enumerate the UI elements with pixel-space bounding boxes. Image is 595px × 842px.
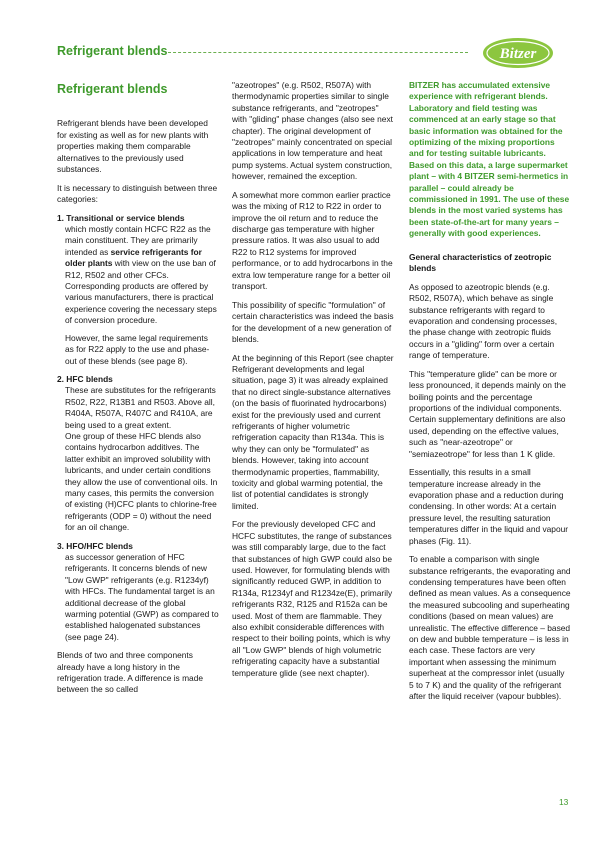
- paragraph: It is necessary to distinguish between three categories:: [57, 182, 218, 205]
- paragraph: To enable a comparison with single substance refrigerants, the evaporating and condensing temperatures have been often defined as mean values. As a consequence the measured subcooling and superheating conditions (based on mean values) are unrealistic. The effective difference – based on dew and bubble temperature – is less in each case. These factors are very important when assessing the minimum superheat at the compressor inlet (usually 5 to 7 K) and the quality of the refrigerant after the liquid receiver (vapour bubbles).: [409, 554, 571, 702]
- highlight-paragraph: BITZER has accumulated extensive experience with refrigerant blends. Laboratory and field testing was commenced at an early stage so that basic information was obtained for the optimizing of the mixing proportions and for testing suitable lubricants. Based on this data, a large supermarket plant – with 4 BITZER semi-hermetics in parallel – could already be commissioned in 1991. The use of these blends in the most varied systems has been state-of-the-art for many years – generally with good experiences.: [409, 80, 570, 239]
- header-title: Refrigerant blends: [57, 44, 168, 58]
- paragraph: Essentially, this results in a small temperature increase already in the evaporation phase and a reduction during condensing. In other words: At a certain pressure level, the resulting saturation temperatures differ in the liquid and vapour phases (Fig. 11).: [409, 467, 569, 546]
- column-middle: [232, 80, 394, 686]
- list-item-heading: 3. HFO/HFC blends: [57, 540, 133, 551]
- list-item-text: as successor generation of HFC refrigerants. It concerns blends of new "Low GWP" refrigerants (e.g. R1234yf) with HFCs. The fundamental target is an additional decrease of the global warming potential (GWP) as compared to established halogenated substances (see page 24).: [65, 552, 219, 642]
- subheading: General characteristics of zeotropic blends: [409, 251, 552, 274]
- list-item-heading: 1. Transitional or service blends: [57, 212, 185, 223]
- list-item-hfc-blends: [57, 374, 219, 534]
- header-divider: [168, 52, 468, 53]
- bitzer-logo: [481, 36, 555, 70]
- svg-text:Bitzer: Bitzer: [499, 46, 537, 62]
- paragraph: For the previously developed CFC and HCFC substitutes, the range of substances was still comparably large, due to the fact that substances of high GWP could also be used. However, for formulating blends with significantly reduced GWP, in addition to R134a, R1234yf and R1234ze(E), primarily refrigerants R32, R125 and R152a can be used. Most of them are flammable. They also exhibit considerable differences with respect to their boiling points, which is why all "Low GWP" blends of high volumetric refrigerating capacity have a substantial temperature glide (see next chapter).: [232, 519, 393, 678]
- list-item-heading: 2. HFC blends: [57, 373, 113, 384]
- list-item-text: One group of these HFC blends also contains hydrocarbon additives. The latter exhibit an improved solubility with lubricants, and under certain conditions they allow the use of conventional oils. In many cases, this permits the conversion of existing (H)CFC plants to chlorine-free refrigerants (ODP = 0) without the need for an oil change.: [65, 430, 218, 533]
- page-number: 13: [559, 797, 569, 807]
- list-item-hfo-hfc-blends: [57, 541, 219, 644]
- list-item-text: which mostly contain HCFC R22 as the main constituent. They are primarily intended as service refrigerants for older plants with view on the use ban of R12, R502 and other CFCs. Corresponding products are offered by various manufacturers, there is practical experience covering the necessary steps of conversion procedure.: [65, 224, 217, 326]
- paragraph: "azeotropes" (e.g. R502, R507A) with thermodynamic properties similar to single substance refrigerants, and "zeotropes" with "gliding" phase changes (also see next chapter). The original development of "zeotropes" mainly concentrated on special applications in low temperature and heat pump systems. Actual system construction, however, remained the exception.: [232, 80, 393, 182]
- paragraph: Refrigerant blends have been developed for existing as well as for new plants with properties making them comparable alternatives to the previously used substances.: [57, 118, 209, 175]
- paragraph: Blends of two and three components already have a long history in the refrigeration trade. A difference is made between the so called: [57, 650, 204, 695]
- paragraph: This "temperature glide" can be more or less pronounced, it depends mainly on the boiling points and the percentage proportions of the individual components. Certain supplementary definitions are also used, depending on the effective values, such as "near-azeotrope" or "semiazeotrope" for less than 1 K glide.: [409, 368, 566, 459]
- paragraph: As opposed to azeotropic blends (e.g. R502, R507A), which behave as single substance refrigerants with regard to evaporation and condensing processes, the phase change with zeotropic fluids occurs in a "gliding" form over a certain range of temperature.: [409, 281, 558, 361]
- paragraph: A somewhat more common earlier practice was the mixing of R12 to R22 in order to improve the oil return and to reduce the discharge gas temperature with higher pressure ratios. It was also usual to add R22 to R12 systems for improved performance, or to add hydrocarbons in the extra low temperature range for a better oil transport.: [232, 189, 393, 292]
- paragraph: At the beginning of this Report (see chapter Refrigerant developments and legal situation, page 3) it was already explained that no direct single-substance alternatives (on the basis of fluorinated hydrocarbons) exist for the previously used and current refrigerants of higher volumetric refrigeration capacity than R134a. This is why they can only be "formulated" as blends. However, taking into account thermodynamic properties, flammability, toxicity and global warming potential, the list of potential candidates is strongly limited.: [232, 352, 394, 511]
- column-left: [57, 84, 219, 703]
- section-title: Refrigerant blends: [57, 82, 168, 96]
- list-item-text: However, the same legal requirements as for R22 apply to the use and phase-out of these blends (see page 8).: [65, 332, 210, 366]
- column-right: [409, 80, 571, 710]
- paragraph: This possibility of specific "formulation" of certain characteristics was indeed the basis for the development of a new generation of blends.: [232, 299, 394, 344]
- list-item-transitional-blends: [57, 213, 219, 367]
- list-item-text: These are substitutes for the refrigerants R502, R22, R13B1 and R503. Above all, R404A, R507A, R407C and R410A, are being used to a great extent.: [65, 385, 216, 430]
